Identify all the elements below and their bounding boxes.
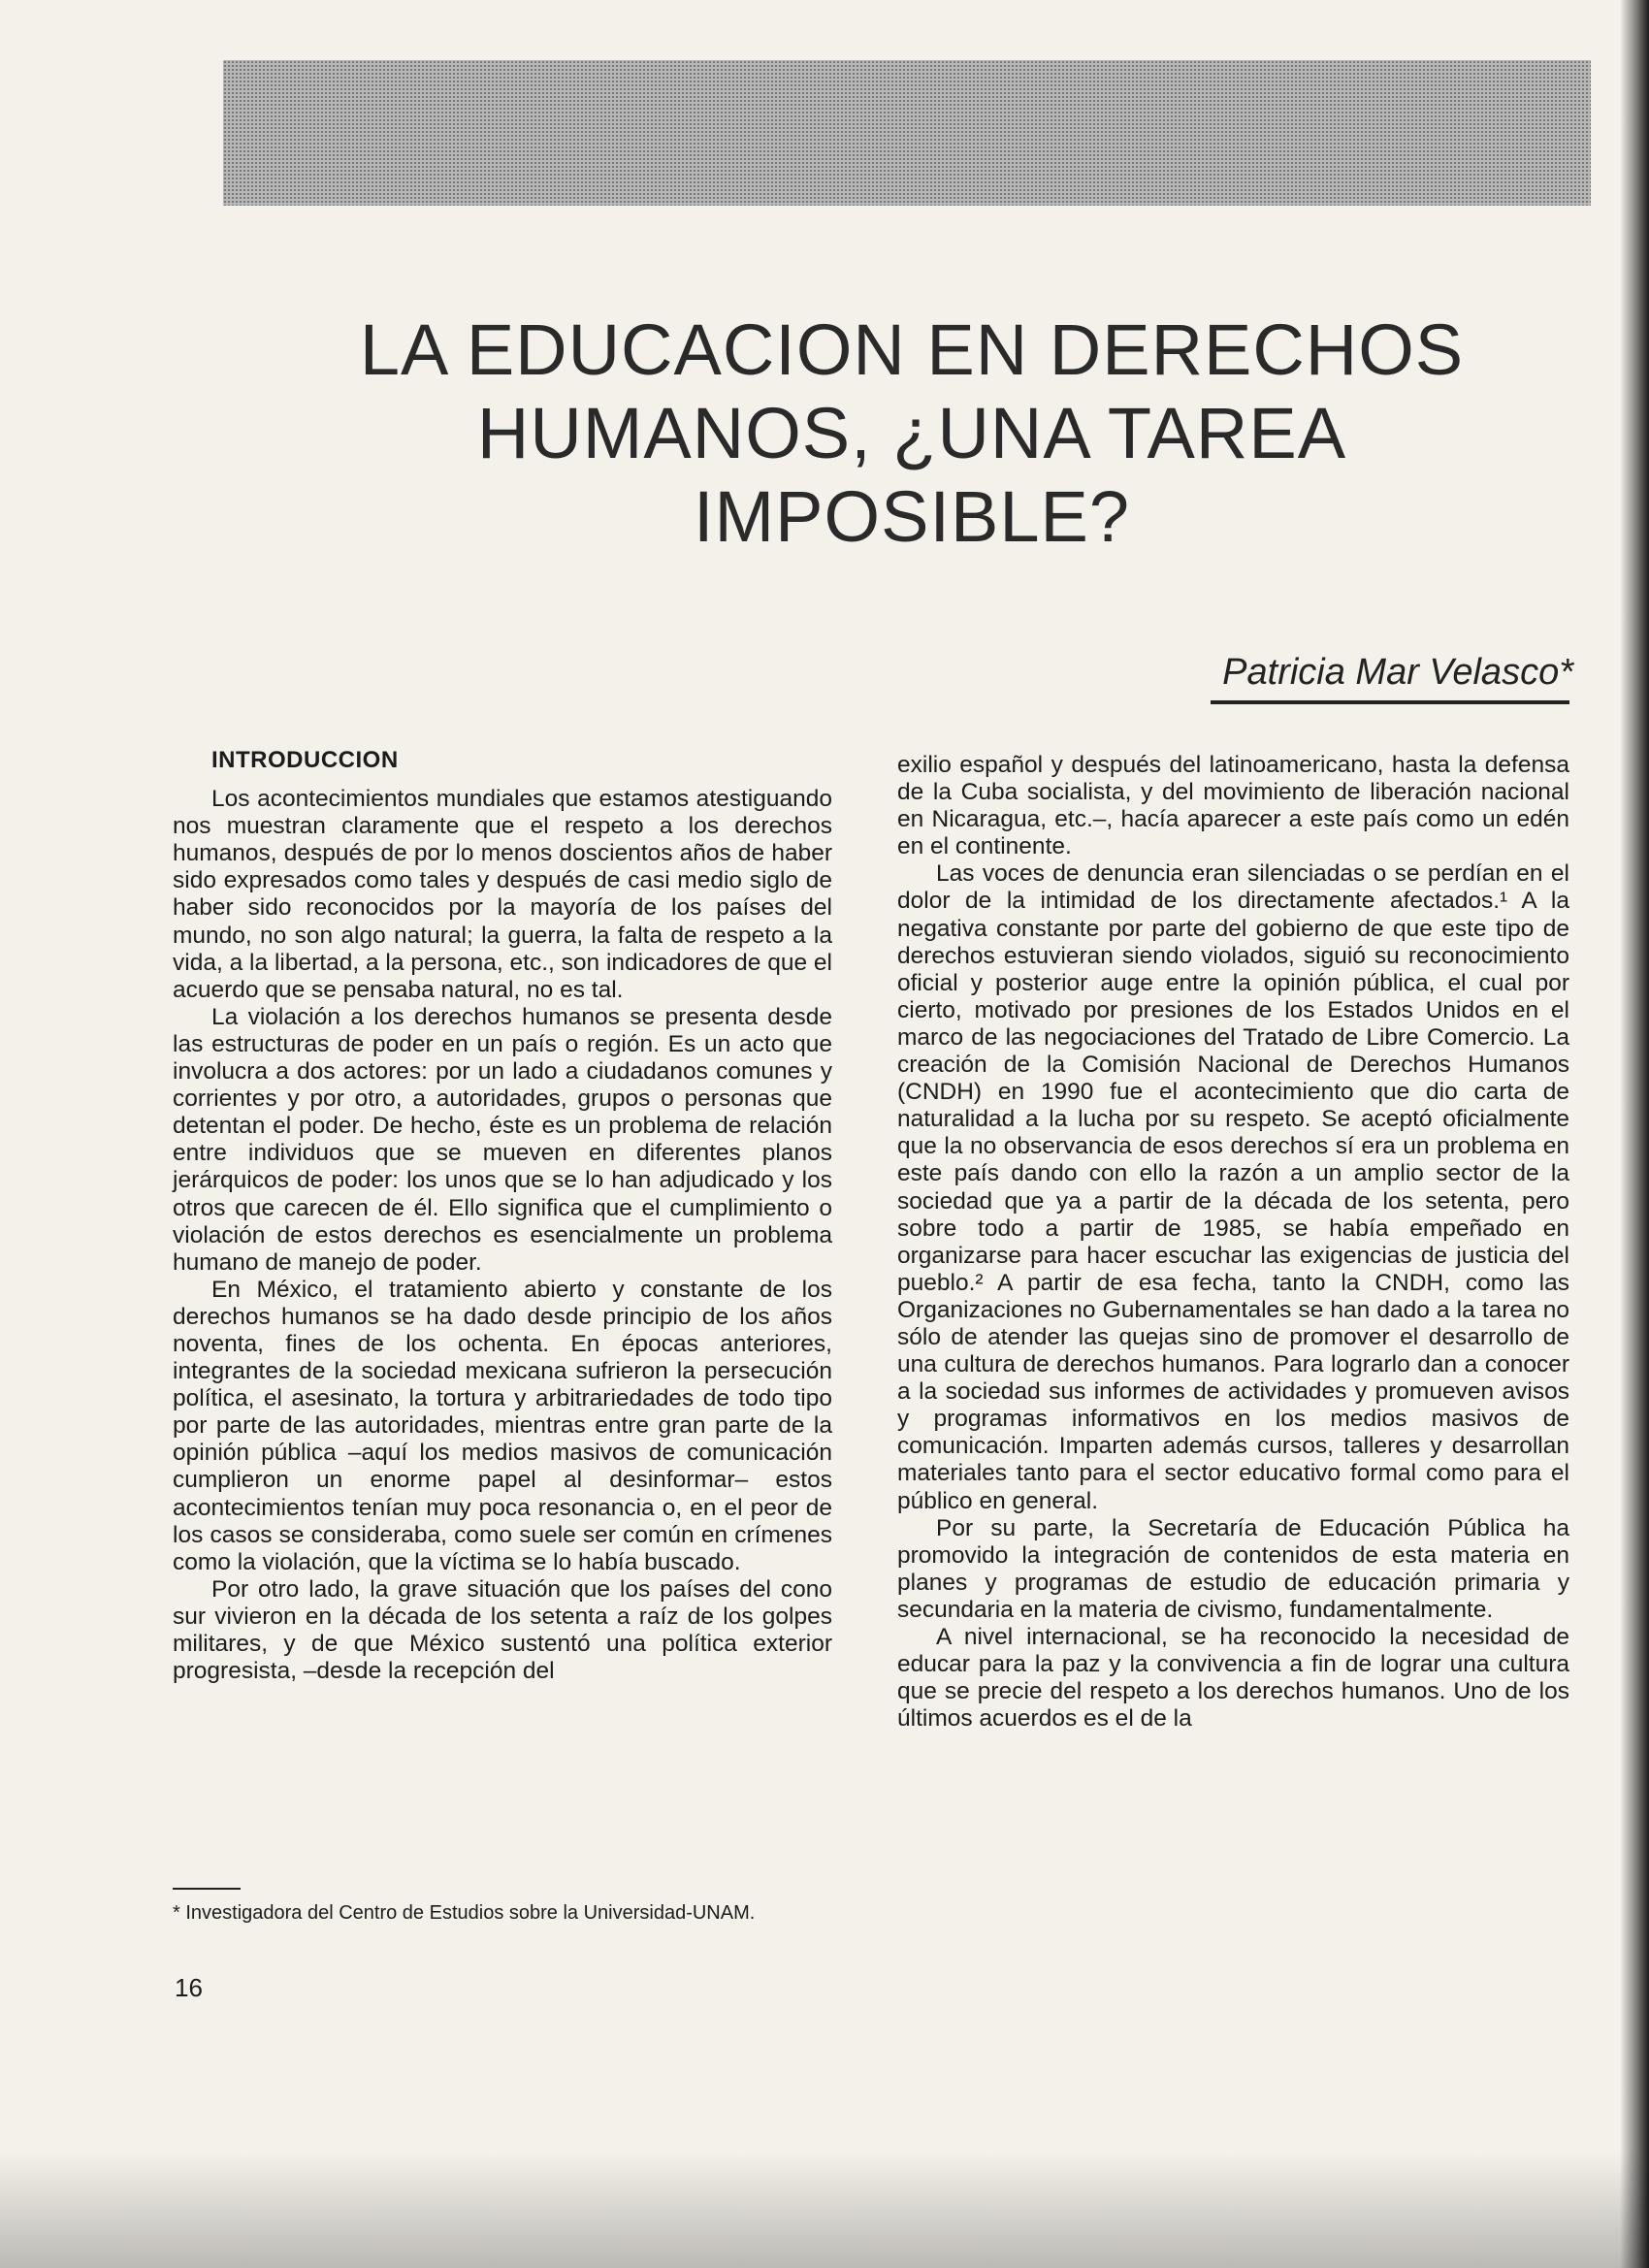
- page-number: 16: [175, 1973, 203, 2002]
- header-pattern-band: [223, 60, 1591, 206]
- paragraph: Los acontecimientos mundiales que estamos atestiguando nos muestran claramente que el respeto a los derechos humanos, después de por lo menos doscientos años de haber sido expresados como tales y después de casi medio siglo de haber sido reconocidos por la mayoría de los países del mundo, no son algo natural; la guerra, la falta de respeto a la vida, a la libertad, a la persona, etc., son indicadores de que el acuerdo que se pensaba natural, no es tal.: [173, 786, 832, 1003]
- left-column: [173, 747, 832, 1685]
- author-name: Patricia Mar Velasco*: [1222, 652, 1573, 693]
- footnote: * Investigadora del Centro de Estudios sobre la Universidad-UNAM.: [173, 1902, 756, 1924]
- title-line-2: HUMANOS, ¿UNA TAREA: [476, 393, 1347, 473]
- paragraph: A nivel internacional, se ha reconocido la necesidad de educar para la paz y la convivencia a fin de lograr una cultura que se precie del respeto a los derechos humanos. Uno de los últimos acuerdos es el de la: [897, 1624, 1569, 1733]
- section-heading: INTRODUCCION: [211, 747, 399, 773]
- scan-shadow-bottom: [0, 2152, 1649, 2268]
- title-line-1: LA EDUCACION EN DERECHOS: [359, 309, 1465, 390]
- paragraph: En México, el tratamiento abierto y constante de los derechos humanos se ha dado desde principio de los años noventa, fines de los ochenta. En épocas anteriores, integrantes de la sociedad mexicana sufrieron la persecución política, el asesinato, la tortura y arbitrariedades de todo tipo por parte de las autoridades, mientras entre gran parte de la opinión pública –aquí los medios masivos de comunicación cumplieron un enorme papel al desinformar– estos acontecimientos tenían muy poca resonancia o, en el peor de los casos se consideraba, como suele ser común en crímenes como la violación, que la víctima se lo había buscado.: [173, 1276, 832, 1575]
- paragraph: exilio español y después del latinoamericano, hasta la defensa de la Cuba socialista, y del movimiento de liberación nacional en Nicaragua, etc.–, hacía aparecer a este país como un edén en el continente.: [897, 752, 1569, 860]
- scan-shadow-edge: [1620, 0, 1649, 2268]
- right-column: [897, 752, 1569, 1733]
- paragraph: Por su parte, la Secretaría de Educación Pública ha promovido la integración de contenidos de esta materia en planes y programas de estudio de educación primaria y secundaria en la materia de civismo, fundamentalmente.: [897, 1514, 1569, 1623]
- paragraph: La violación a los derechos humanos se presenta desde las estructuras de poder en un país o región. Es un acto que involucra a dos actores: por un lado a ciudadanos comunes y corrientes y por otro, a autoridades, grupos o personas que detentan el poder. De hecho, éste es un problema de relación entre individuos que se mueven en diferentes planos jerárquicos de poder: los unos que se lo han adjudicado y los otros que carecen de él. Ello significa que el cumplimiento o violación de estos derechos es esencialmente un problema humano de manejo de poder.: [173, 1003, 832, 1276]
- footnote-divider: [173, 1888, 241, 1890]
- article-title: [233, 308, 1591, 559]
- paragraph: Las voces de denuncia eran silenciadas o se perdían en el dolor de la intimidad de los directamente afectados.¹ A la negativa constante por parte del gobierno de que este tipo de derechos estuvieran siendo violados, siguió su reconocimiento oficial y posterior auge entre la opinión pública, el cual por cierto, motivado por presiones de los Estados Unidos en el marco de las negociaciones del Tratado de Libre Comercio. La creación de la Comisión Nacional de Derechos Humanos (CNDH) en 1990 fue el acontecimiento que dio carta de naturalidad a la lucha por su respeto. Se aceptó oficialmente que la no observancia de esos derechos sí era un problema en este país dando con ello la razón a un amplio sector de la sociedad que ya a partir de la década de los setenta, pero sobre todo a partir de 1985, se había empeñado en organizarse para hacer escuchar las exigencias de justicia del pueblo.² A partir de esa fecha, tanto la CNDH, como las Organizaciones no Gubernamentales se han dado a la tarea no sólo de atender las quejas sino de promover el desarrollo de una cultura de derechos humanos. Para lograrlo dan a conocer a la sociedad sus informes de actividades y promueven avisos y programas informativos en los medios masivos de comunicación. Imparten además cursos, talleres y desarrollan materiales tanto para el sector educativo formal como para el público en general.: [897, 860, 1569, 1514]
- paragraph: Por otro lado, la grave situación que los países del cono sur vivieron en la década de los setenta a raíz de los golpes militares, y de que México sustentó una política exterior progresista, –desde la recepción del: [173, 1575, 832, 1685]
- author-underline: [1211, 700, 1569, 704]
- title-line-3: IMPOSIBLE?: [693, 476, 1131, 557]
